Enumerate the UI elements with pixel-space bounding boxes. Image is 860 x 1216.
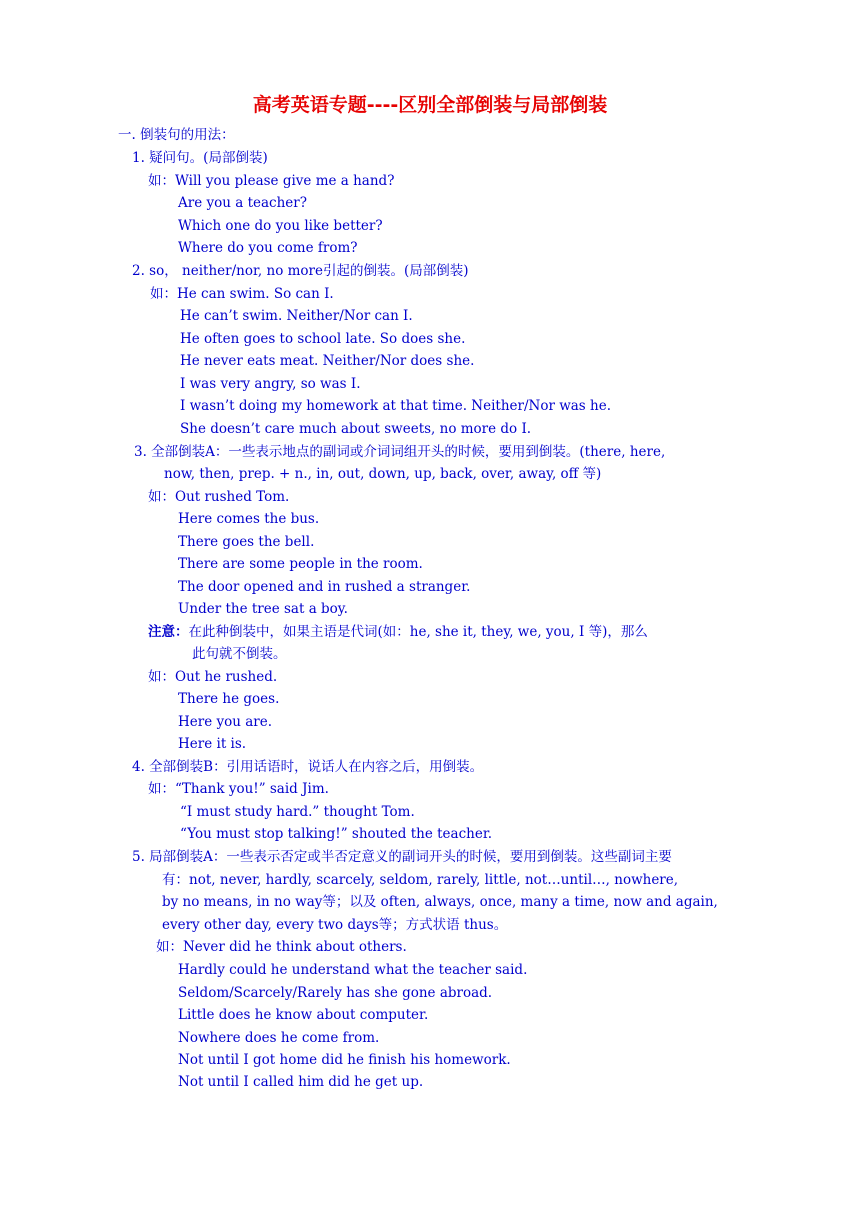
item-4-heading: 4. 全部倒装B：引用话语时，说话人在内容之后，用倒装。: [132, 759, 484, 775]
example-line: He can’t swim. Neither/Nor can I.: [180, 308, 413, 324]
example-line: The door opened and in rushed a stranger.: [178, 579, 471, 595]
example-line: 如：He can swim. So can I.: [150, 286, 334, 302]
example-line: 如：Never did he think about others.: [156, 939, 407, 955]
item-3-heading: 3. 全部倒装A：一些表示地点的副词或介词词组开头的时候，要用到倒装。(there, here,: [134, 444, 666, 460]
example-line: Under the tree sat a boy.: [178, 601, 348, 617]
item-2-heading: 2. so， neither/nor, no more引起的倒装。(局部倒装): [132, 263, 469, 279]
example-line: 如：Will you please give me a hand?: [148, 173, 395, 189]
section-heading: 一. 倒装句的用法：: [118, 127, 235, 143]
example-line: Here comes the bus.: [178, 511, 320, 527]
example-line: Here it is.: [178, 736, 247, 752]
item-3-heading-cont: now, then, prep. + n., in, out, down, up, back, over, away, off 等): [164, 466, 602, 482]
note-label: 注意：: [148, 624, 189, 640]
note-text: 在此种倒装中，如果主语是代词(如：he, she it, they, we, you, I 等)，那么: [188, 624, 648, 640]
example-line: “I must study hard.” thought Tom.: [180, 804, 415, 820]
example-line: Not until I got home did he finish his homework.: [178, 1052, 511, 1068]
example-line: “You must stop talking!” shouted the teacher.: [180, 826, 493, 842]
example-line: Which one do you like better?: [178, 218, 383, 234]
example-line: Here you are.: [178, 714, 273, 730]
example-line: Nowhere does he come from.: [178, 1030, 380, 1046]
example-line: Little does he know about computer.: [178, 1007, 429, 1023]
item-5-heading: 5. 局部倒装A：一些表示否定或半否定意义的副词开头的时候，要用到倒装。这些副词主要: [132, 849, 672, 865]
example-line: 如：“Thank you!” said Jim.: [148, 781, 329, 797]
example-line: I was very angry, so was I.: [180, 376, 361, 392]
item-5-heading-cont: by no means, in no way等；以及 often, always, once, many a time, now and again,: [162, 894, 718, 910]
example-line: He often goes to school late. So does she.: [180, 331, 466, 347]
example-line: I wasn’t doing my homework at that time. Neither/Nor was he.: [180, 398, 611, 414]
page-title: 高考英语专题----区别全部倒装与局部倒装: [252, 94, 608, 116]
example-line: There goes the bell.: [178, 534, 315, 550]
example-line: Where do you come from?: [178, 240, 358, 256]
example-line: Are you a teacher?: [178, 195, 307, 211]
note-line-cont: 此句就不倒装。: [192, 646, 287, 662]
item-5-heading-cont: every other day, every two days等；方式状语 thus。: [162, 917, 508, 933]
example-line: 如：Out he rushed.: [148, 669, 278, 685]
example-line: Not until I called him did he get up.: [178, 1074, 424, 1090]
example-line: 如：Out rushed Tom.: [148, 489, 290, 505]
example-line: Hardly could he understand what the teacher said.: [178, 962, 528, 978]
example-line: There are some people in the room.: [178, 556, 423, 572]
example-line: She doesn’t care much about sweets, no more do I.: [180, 421, 532, 437]
example-line: There he goes.: [178, 691, 280, 707]
example-line: Seldom/Scarcely/Rarely has she gone abroad.: [178, 985, 493, 1001]
item-1-heading: 1. 疑问句。(局部倒装): [132, 150, 268, 166]
note-line: [148, 623, 648, 641]
item-5-heading-cont: 有：not, never, hardly, scarcely, seldom, rarely, little, not…until…, nowhere,: [162, 872, 679, 888]
example-line: He never eats meat. Neither/Nor does she.: [180, 353, 475, 369]
